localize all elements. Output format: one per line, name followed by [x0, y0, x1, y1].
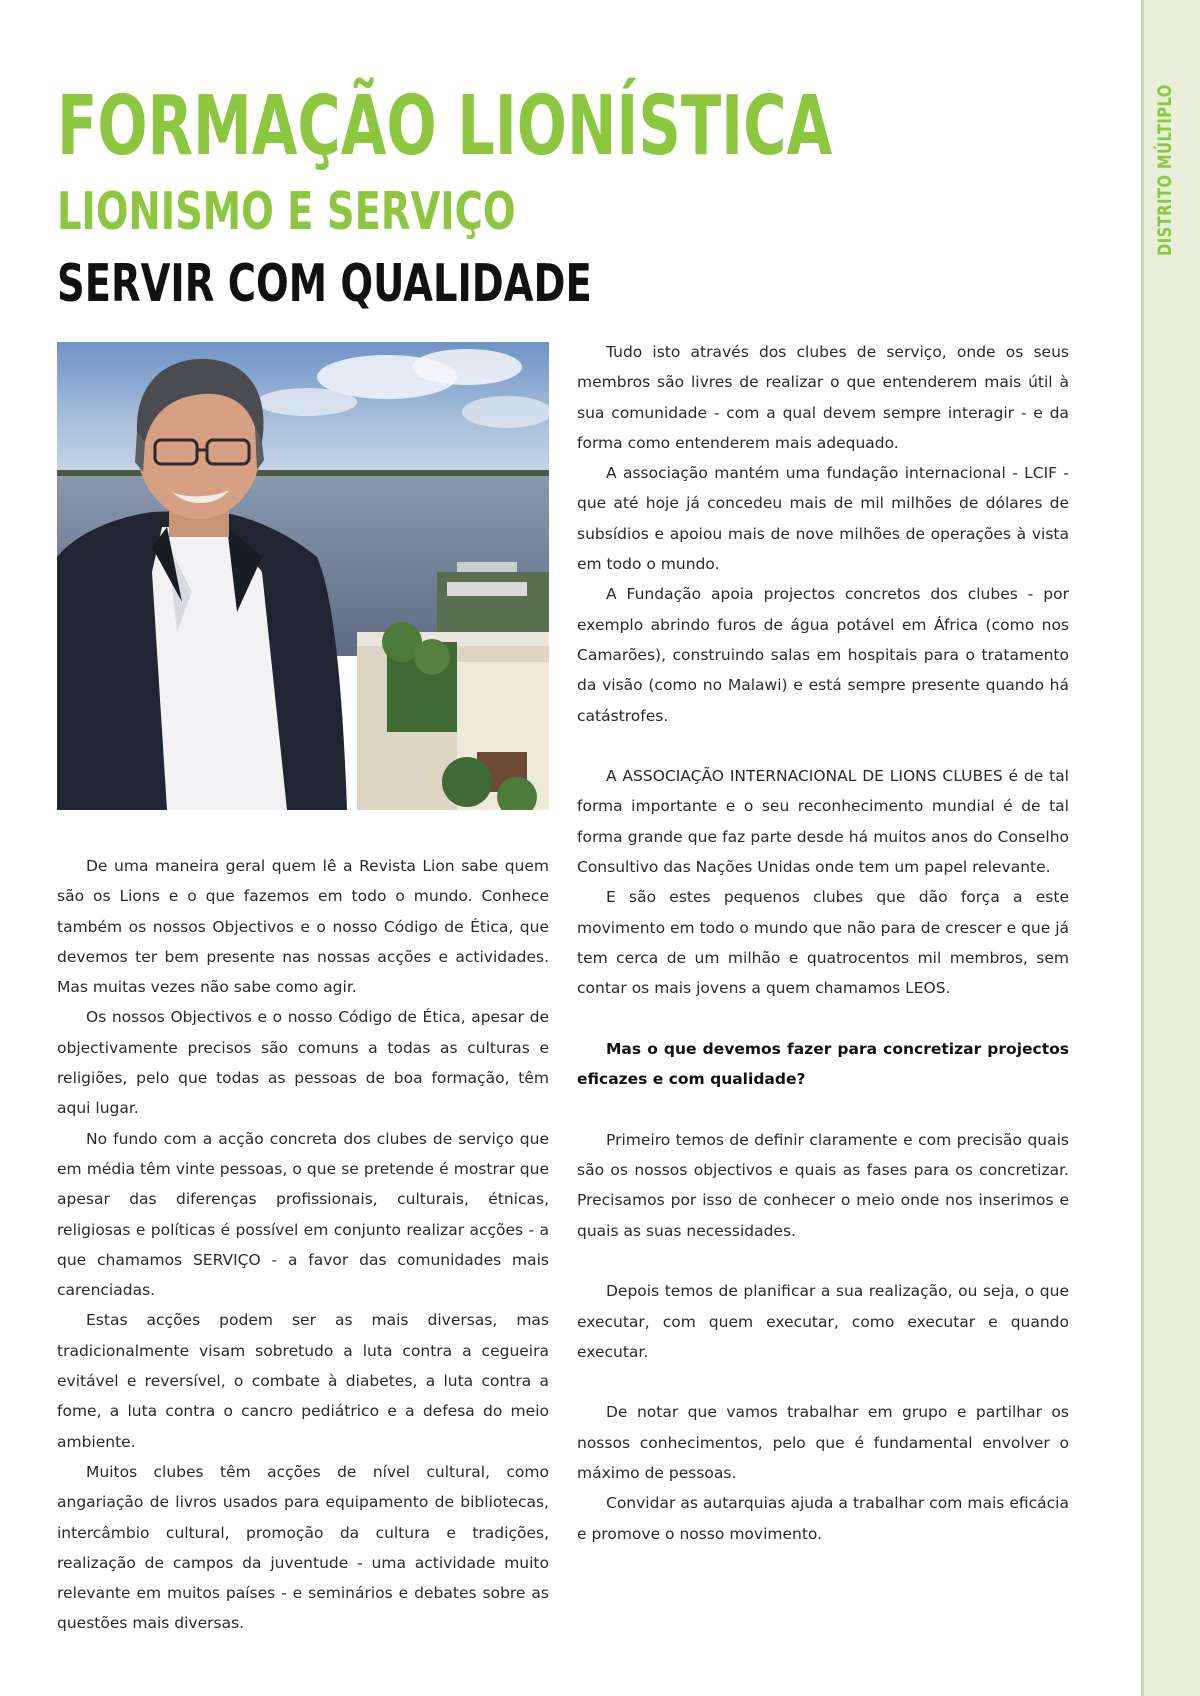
left-column: [57, 851, 549, 1639]
article-title: SERVIR COM QUALIDADE: [57, 254, 592, 314]
paragraph: No fundo com a acção concreta dos clubes de serviço que em média têm vinte pessoas, o que se pretende é mostrar que apesar das diferenças profissionais, culturais, étnicas, religiosas e políticas é possível em conjunto realizar acções - a que chamamos SERVIÇO - a favor das comunidades mais carenciadas.: [57, 1129, 549, 1300]
paragraph: De uma maneira geral quem lê a Revista Lion sabe quem são os Lions e o que fazemos em todo o mundo. Conhece também os nossos Objectivos e o nosso Código de Ética, que devemos ter bem presente nas nossas acções e actividades. Mas muitas vezes não sabe como agir.: [57, 857, 549, 997]
paragraph: A ASSOCIAÇÃO INTERNACIONAL DE LIONS CLUBES é de tal forma importante e o seu reconhecimento mundial é de tal forma grande que faz parte desde há muitos anos do Conselho Consultivo das Nações Unidas onde tem um papel relevante.: [577, 767, 1069, 877]
paragraph: Estas acções podem ser as mais diversas, mas tradicionalmente visam sobretudo a luta contra a cegueira evitável e reversível, o combate à diabetes, a luta contra a fome, a luta contra o cancro pediátrico e a defesa do meio ambiente.: [57, 1311, 549, 1451]
portrait-photo: [57, 342, 549, 810]
page-title: FORMAÇÃO LIONÍSTICA: [57, 79, 833, 174]
paragraph: Primeiro temos de definir claramente e com precisão quais são os nossos objectivos e quais as fases para os concretizar. Precisamos por isso de conhecer o meio onde nos inserimos e quais as suas necessidades.: [577, 1130, 1069, 1240]
right-column: [577, 337, 1069, 1549]
paragraph: Depois temos de planificar a sua realização, ou seja, o que executar, com quem executar, como executar e quando executar.: [577, 1282, 1069, 1361]
paragraph: E são estes pequenos clubes que dão força a este movimento em todo o mundo que não para de crescer e que já tem cerca de um milhão e quatrocentos mil membros, sem contar os mais jovens a quem chamamos LEOS.: [577, 888, 1069, 998]
paragraph: De notar que vamos trabalhar em grupo e partilhar os nossos conhecimentos, pelo que é fundamental envolver o máximo de pessoas.: [577, 1403, 1069, 1482]
paragraph: Tudo isto através dos clubes de serviço, onde os seus membros são livres de realizar o que entenderem mais útil à sua comunidade - com a qual devem sempre interagir - e da forma como entenderem mais adequado.: [577, 343, 1069, 452]
paragraph: A associação mantém uma fundação internacional - LCIF - que até hoje já concedeu mais de mil milhões de dólares de subsídios e apoiou mais de nove milhões de operações à vista em todo o mundo.: [577, 464, 1069, 574]
page-subtitle: LIONISMO E SERVIÇO: [57, 182, 516, 242]
paragraph: Convidar as autarquias ajuda a trabalhar com mais eficácia e promove o nosso movimento.: [577, 1494, 1069, 1543]
side-label-text: DISTRITO MÚLTIPLO: [1154, 84, 1176, 256]
paragraph: Os nossos Objectivos e o nosso Código de Ética, apesar de objectivamente precisos são comuns a todas as culturas e religiões, pelo que todas as pessoas de boa formação, têm aqui lugar.: [57, 1008, 549, 1118]
section-question: Mas o que devemos fazer para concretizar projectos eficazes e com qualidade?: [577, 1039, 1069, 1089]
paragraph: A Fundação apoia projectos concretos dos clubes - por exemplo abrindo furos de água potável em África (como nos Camarões), construindo salas em hospitais para o tratamento da visão (como no Malawi) e está sempre presente quando há catástrofes.: [577, 585, 1069, 725]
paragraph: Muitos clubes têm acções de nível cultural, como angariação de livros usados para equipamento de bibliotecas, intercâmbio cultural, promoção da cultura e tradições, realização de campos da juventude - uma actividade muito relevante em muitos países - e seminários e debates sobre as questões mais diversas.: [57, 1462, 549, 1633]
